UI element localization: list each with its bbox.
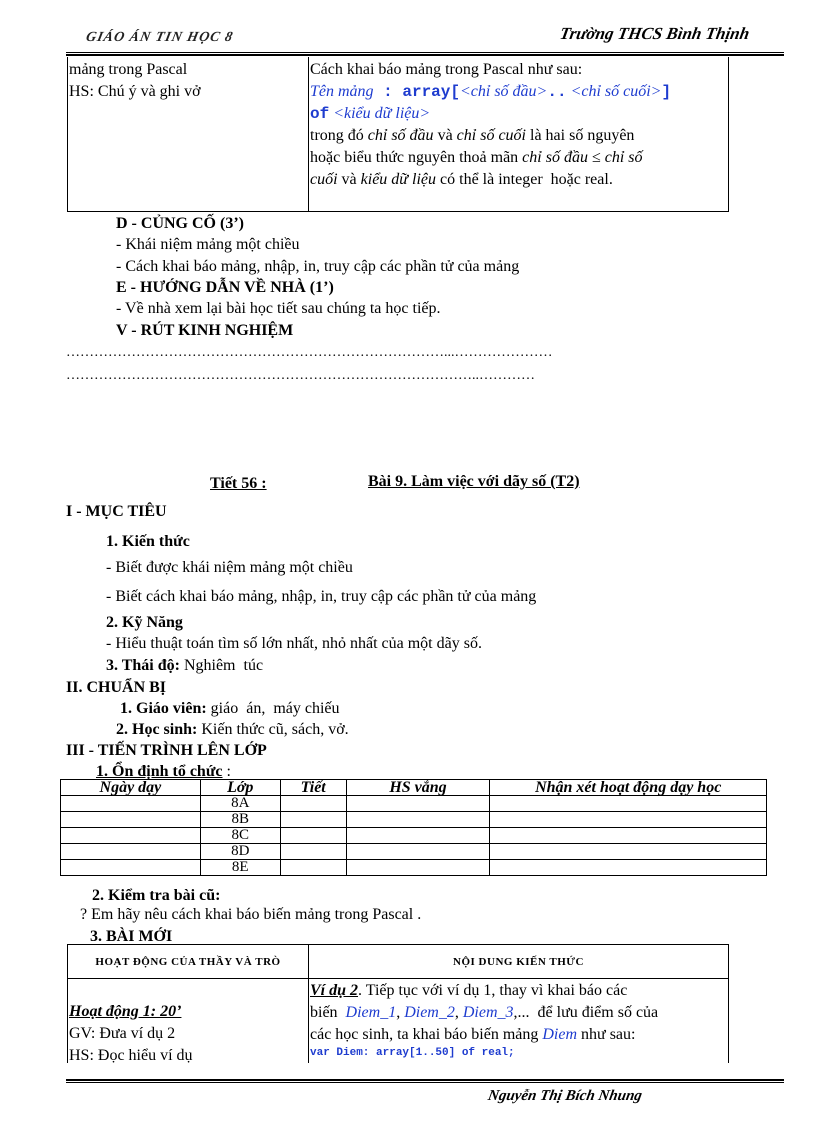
- footer-divider: [66, 1079, 784, 1083]
- cell-date: [61, 828, 201, 844]
- cell-period: [280, 860, 346, 876]
- example-label: Ví dụ 2: [310, 982, 359, 999]
- declaration-desc-line: [310, 125, 728, 147]
- org-colon: :: [222, 763, 231, 780]
- cell-notes: [490, 796, 767, 812]
- check-title: 2. Kiểm tra bài cũ:: [92, 887, 221, 904]
- syntax-colon: :: [373, 83, 403, 101]
- activity-table: [67, 944, 729, 1063]
- var-diem-1: Diem_1: [345, 1004, 397, 1021]
- lesson-period: Tiết 56 :: [210, 475, 267, 492]
- desc-text: có thể là integer hoặc real.: [436, 171, 613, 188]
- cell-date: [61, 796, 201, 812]
- lesson-title: Bài 9. Làm việc với dãy số (T2): [368, 473, 580, 490]
- cell-period: [280, 828, 346, 844]
- cell-date: [61, 844, 201, 860]
- cell-absent: [346, 860, 490, 876]
- activity-gv: GV: Đưa ví dụ 2: [69, 1025, 176, 1042]
- example-code: var Diem: array[1..50] of real;: [310, 1047, 515, 1059]
- declaration-intro: Cách khai báo mảng trong Pascal như sau:: [310, 61, 583, 78]
- activity-title: Hoạt động 1: 20’: [69, 1003, 182, 1020]
- consolidation-item: - Cách khai báo mảng, nhập, in, truy cập các phần tử của mảng: [116, 258, 520, 275]
- example-text: như sau:: [577, 1026, 636, 1043]
- example-text: các học sinh, ta khai báo biến mảng: [310, 1026, 543, 1043]
- cell-period: [280, 812, 346, 828]
- desc-text: trong đó: [310, 127, 368, 144]
- header-school: Trường THCS Bình Thịnh: [558, 24, 751, 43]
- preparation-title: II. CHUẨN BỊ: [66, 679, 167, 696]
- cell-class: 8D: [200, 844, 280, 860]
- attitude-line: [106, 656, 263, 676]
- cell-absent: [346, 812, 490, 828]
- homework-title: E - HƯỚNG DẪN VỀ NHÀ (1’): [116, 279, 334, 296]
- col-header-class: Lớp: [200, 780, 280, 796]
- cell-notes: [490, 860, 767, 876]
- example-line: [310, 1024, 728, 1046]
- table-row: [61, 860, 767, 876]
- activity-hs: HS: Đọc hiểu ví dụ: [69, 1047, 193, 1064]
- objectives-title: I - MỤC TIÊU: [66, 503, 167, 520]
- activity-header-left: HOẠT ĐỘNG CỦA THẦY VÀ TRÒ: [95, 956, 281, 968]
- activity-header-right: NỘI DUNG KIẾN THỨC: [453, 956, 584, 968]
- cell-absent: [346, 828, 490, 844]
- progress-title: III - TIẾN TRÌNH LÊN LỚP: [66, 742, 267, 759]
- cell-notes: [490, 844, 767, 860]
- continuation-table: [67, 57, 729, 212]
- knowledge-item: - Biết được khái niệm mảng một chiều: [106, 559, 353, 576]
- skills-title: 2. Kỹ Năng: [106, 614, 183, 631]
- knowledge-item: - Biết cách khai báo mảng, nhập, in, truy cập các phần tử của mảng: [106, 588, 537, 605]
- var-diem-3: Diem_3: [462, 1004, 514, 1021]
- consolidation-item: - Khái niệm mảng một chiều: [116, 236, 300, 253]
- syntax-range-dots: ..: [547, 83, 567, 101]
- activity-left-cell: [69, 1001, 307, 1067]
- desc-data-type: kiểu dữ liệu: [360, 171, 437, 188]
- attitude-label: 3. Thái độ:: [106, 657, 180, 674]
- skills-item: - Hiểu thuật toán tìm số lớn nhất, nhỏ nhất của một dãy số.: [106, 635, 482, 652]
- continuation-right-cell: [310, 59, 728, 191]
- left-line: mảng trong Pascal: [69, 61, 188, 78]
- example-text: ,... để lưu điểm số của: [513, 1004, 659, 1021]
- experience-dots-line: ………………………………………………………………………...…………………: [66, 345, 553, 360]
- col-header-date: Ngày dạy: [61, 780, 201, 796]
- student-label: 2. Học sinh:: [116, 721, 198, 738]
- example-sep: ,: [454, 1004, 463, 1021]
- continuation-table-divider: [308, 57, 309, 211]
- table-row: [61, 844, 767, 860]
- homework-item: - Về nhà xem lại bài học tiết sau chúng ta học tiếp.: [116, 300, 441, 317]
- cell-absent: [346, 844, 490, 860]
- cell-period: [280, 844, 346, 860]
- knowledge-title: 1. Kiến thức: [106, 533, 190, 550]
- teacher-line: [120, 699, 340, 719]
- desc-end-index: chỉ số cuối: [456, 127, 526, 144]
- syntax-end-index: <chỉ số cuối>: [566, 83, 662, 100]
- syntax-data-type: <kiểu dữ liệu>: [329, 105, 431, 122]
- attendance-header-row: [61, 780, 767, 796]
- footer-author: Nguyễn Thị Bích Nhung: [486, 1088, 644, 1104]
- cell-notes: [490, 828, 767, 844]
- activity-header-divider: [68, 978, 728, 979]
- check-question: ? Em hãy nêu cách khai báo biến mảng trong Pascal .: [80, 906, 422, 923]
- continuation-left-cell: [69, 59, 305, 103]
- attitude-value: Nghiêm túc: [179, 657, 264, 674]
- desc-text: hoặc biểu thức nguyên thoả mãn: [310, 149, 523, 166]
- example-line: [310, 1002, 728, 1024]
- col-header-period: Tiết: [280, 780, 346, 796]
- example-sep: ,: [396, 1004, 405, 1021]
- table-row: [61, 828, 767, 844]
- attendance-table: [60, 779, 767, 876]
- declaration-syntax-line: [310, 81, 728, 103]
- cell-notes: [490, 812, 767, 828]
- cell-class: 8B: [200, 812, 280, 828]
- left-line: HS: Chú ý và ghi vở: [69, 83, 201, 100]
- declaration-desc-line: [310, 147, 728, 169]
- cell-absent: [346, 796, 490, 812]
- cell-class: 8E: [200, 860, 280, 876]
- org-title: 1. Ổn định tổ chức: [96, 763, 223, 780]
- desc-text: và: [433, 127, 457, 144]
- student-line: [116, 720, 349, 740]
- student-value: Kiến thức cũ, sách, vở.: [197, 721, 349, 738]
- col-header-absent: HS vắng: [346, 780, 490, 796]
- desc-condition: chỉ số đầu ≤ chỉ số: [522, 149, 643, 166]
- syntax-of-keyword: of: [310, 105, 330, 123]
- cell-class: 8C: [200, 828, 280, 844]
- activity-right-cell: [310, 980, 728, 1060]
- declaration-syntax-line-2: [310, 103, 728, 125]
- syntax-start-index: <chỉ số đầu>: [459, 83, 548, 100]
- syntax-array-name: Tên mảng: [310, 83, 374, 100]
- cell-date: [61, 860, 201, 876]
- table-row: [61, 812, 767, 828]
- desc-text: là hai số nguyên: [526, 127, 635, 144]
- experience-title: V - RÚT KINH NGHIỆM: [116, 322, 294, 339]
- cell-class: 8A: [200, 796, 280, 812]
- var-diem: Diem: [542, 1026, 578, 1043]
- example-line: [310, 980, 728, 1002]
- col-header-notes: Nhận xét hoạt động dạy học: [490, 780, 767, 796]
- experience-dots-line: ……………………………………………………………………………..…………: [66, 368, 535, 383]
- var-diem-2: Diem_2: [404, 1004, 455, 1021]
- header-divider: [66, 52, 784, 56]
- desc-start-index: chỉ số đầu: [367, 127, 434, 144]
- desc-text: và: [337, 171, 361, 188]
- syntax-close-bracket: ]: [661, 83, 672, 101]
- desc-condition-end: cuối: [310, 171, 338, 188]
- header-subject: GIÁO ÁN TIN HỌC 8: [84, 30, 235, 45]
- new-lesson-title: 3. BÀI MỚI: [90, 928, 173, 945]
- teacher-label: 1. Giáo viên:: [120, 700, 207, 717]
- table-row: [61, 796, 767, 812]
- example-text: biến: [310, 1004, 346, 1021]
- syntax-array-keyword: array[: [402, 83, 460, 101]
- declaration-desc-line: [310, 169, 728, 191]
- consolidation-title: D - CỦNG CỐ (3’): [116, 215, 244, 232]
- cell-date: [61, 812, 201, 828]
- teacher-value: giáo án, máy chiếu: [206, 700, 340, 717]
- cell-period: [280, 796, 346, 812]
- example-text: . Tiếp tục với ví dụ 1, thay vì khai báo các: [358, 982, 628, 999]
